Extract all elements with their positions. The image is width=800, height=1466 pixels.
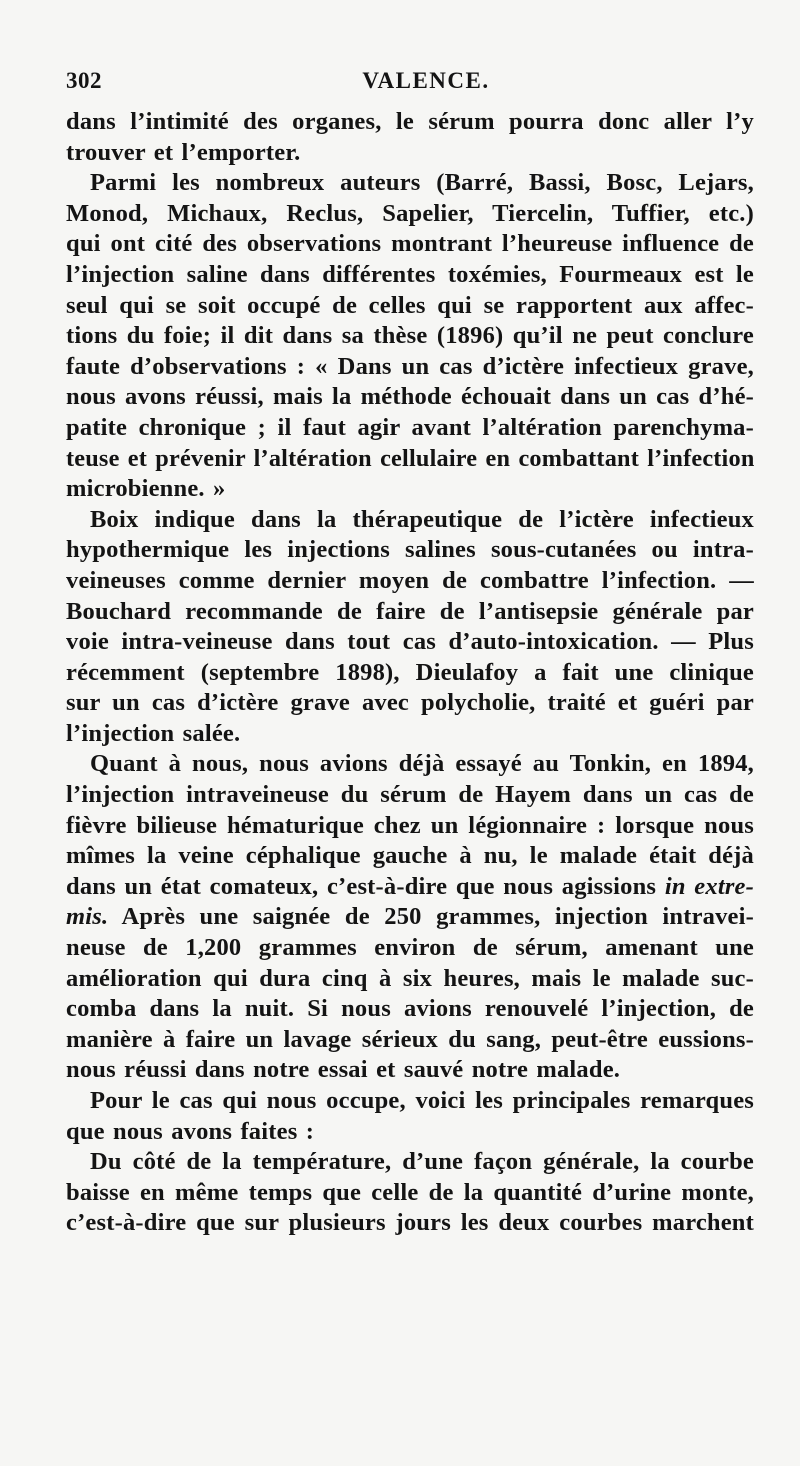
running-head <box>66 68 756 98</box>
page-number: 302 <box>66 68 102 93</box>
text-line: baisse en même temps que celle de la quantité d’urine monte, <box>66 1178 754 1206</box>
text-line-italic: mis. <box>66 903 109 931</box>
text-line: faute d’observations : « Dans un cas d’ictère infectieux grave, <box>66 352 754 380</box>
text-line: microbienne. » <box>66 475 226 503</box>
text-line: Quant à nous, nous avions déjà essayé au Tonkin, en 1894, <box>90 750 754 778</box>
text-line: comba dans la nuit. Si nous avions renouvelé l’injection, de <box>66 995 754 1023</box>
text-line: Boix indique dans la thérapeutique de l’ictère infectieux <box>90 505 754 533</box>
text-line: amélioration qui dura cinq à six heures, mais le malade suc- <box>66 964 754 992</box>
text-line: sur un cas d’ictère grave avec polycholie, traité et guéri par <box>66 689 754 717</box>
text-line: récemment (septembre 1898), Dieulafoy a fait une clinique <box>66 658 754 686</box>
text-line: hypothermique les injections salines sous-cutanées ou intra- <box>66 536 754 564</box>
text-line: Du côté de la température, d’une façon générale, la courbe <box>90 1148 754 1176</box>
text-line: patite chronique ; il faut agir avant l’altération parenchyma- <box>66 413 754 441</box>
text-line: dans l’intimité des organes, le sérum pourra donc aller l’y <box>66 108 754 135</box>
text-line: trouver et l’emporter. <box>66 138 301 166</box>
text-line <box>66 872 754 903</box>
text-line: Monod, Michaux, Reclus, Sapelier, Tiercelin, Tuffier, etc.) <box>66 199 754 227</box>
text-line: neuse de 1,200 grammes environ de sérum, amenant une <box>66 934 754 962</box>
text-line-roman: Après une saignée de 250 grammes, injection intravei- <box>108 903 754 931</box>
text-line: teuse et prévenir l’altération cellulaire en combattant l’infection <box>66 444 755 472</box>
text-line-roman: dans un état comateux, c’est-à-dire que nous agissions <box>66 872 665 900</box>
text-line: Pour le cas qui nous occupe, voici les principales remarques <box>90 1087 754 1114</box>
text-line: l’injection intraveineuse du sérum de Hayem dans un cas de <box>66 781 754 809</box>
text-line: qui ont cité des observations montrant l’heureuse influence de <box>66 230 754 258</box>
text-line: Bouchard recommande de faire de l’antisepsie générale par <box>66 597 754 625</box>
text-line: veineuses comme dernier moyen de combattre l’infection. — <box>66 566 754 594</box>
text-line: manière à faire un lavage sérieux du sang, peut-être eussions- <box>66 1025 754 1053</box>
text-line: c’est-à-dire que sur plusieurs jours les deux courbes marchent <box>66 1209 754 1237</box>
text-line: Parmi les nombreux auteurs (Barré, Bassi, Bosc, Lejars, <box>90 169 754 197</box>
text-line: l’injection salée. <box>66 719 241 747</box>
running-title: VALENCE. <box>362 68 490 93</box>
text-line: que nous avons faites : <box>66 1117 315 1145</box>
text-line: fièvre bilieuse hématurique chez un légionnaire : lorsque nous <box>66 811 754 839</box>
text-line: l’injection saline dans différentes toxémies, Fourmeaux est le <box>66 260 754 288</box>
text-line: tions du foie; il dit dans sa thèse (1896) qu’il ne peut conclure <box>66 322 754 350</box>
text-line: nous réussi dans notre essai et sauvé notre malade. <box>66 1056 621 1084</box>
body-text <box>66 107 754 1239</box>
text-line <box>66 902 754 933</box>
text-line: seul qui se soit occupé de celles qui se rapportent aux affec- <box>66 291 754 319</box>
text-line: mîmes la veine céphalique gauche à nu, le malade était déjà <box>66 842 754 870</box>
text-line: voie intra-veineuse dans tout cas d’auto-intoxication. — Plus <box>66 628 754 656</box>
text-line: nous avons réussi, mais la méthode échouait dans un cas d’hé- <box>66 383 754 411</box>
text-line-italic: in extre- <box>664 872 754 900</box>
